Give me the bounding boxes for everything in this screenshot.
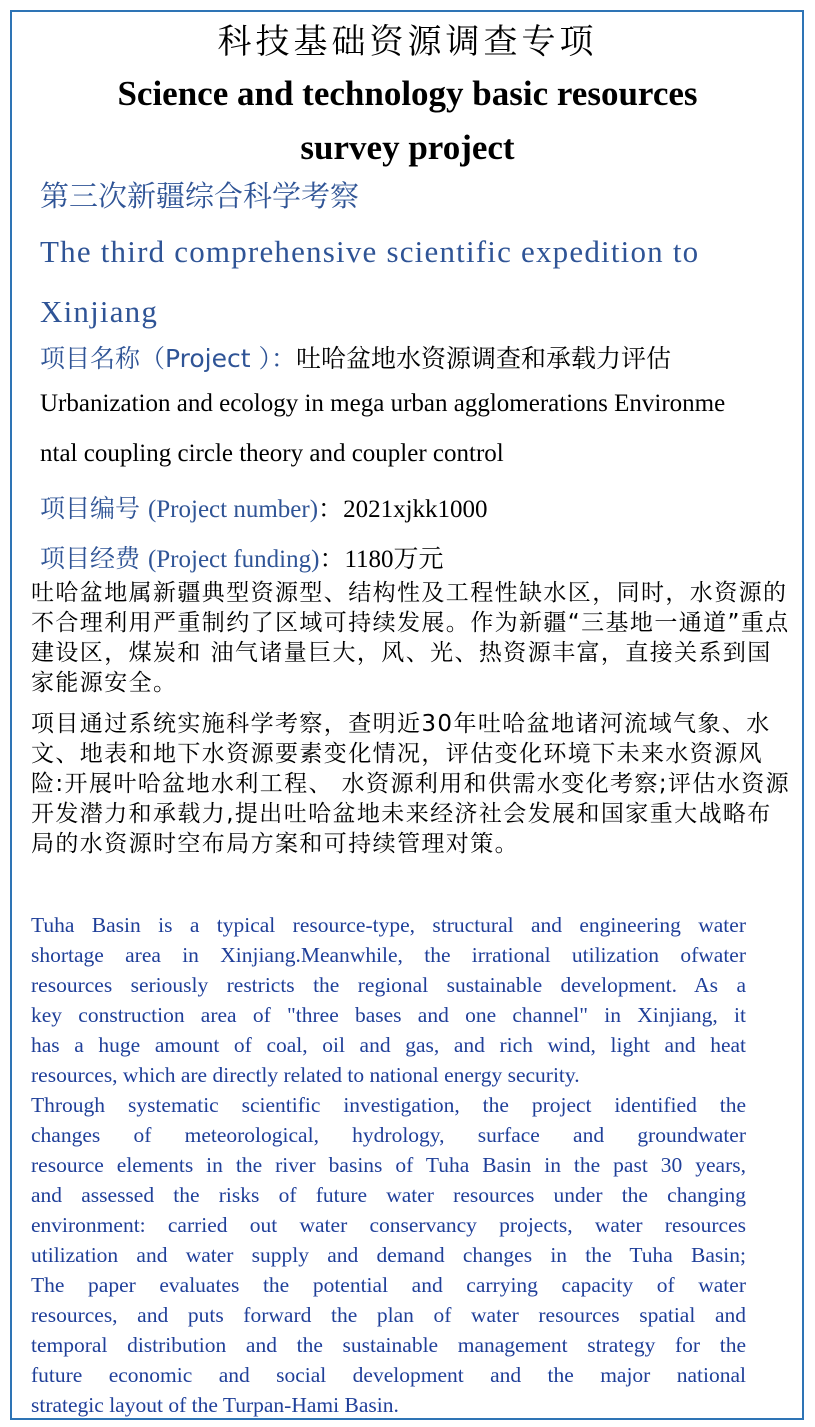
english-description-line: shortage area in Xinjiang.Meanwhile, the irrational utilization ofwater bbox=[31, 943, 746, 967]
project-number-value: 2021xjkk1000 bbox=[343, 496, 488, 523]
project-number-label-en: (Project number) bbox=[147, 496, 319, 523]
project-number-colon: ： bbox=[318, 494, 344, 523]
english-description-line: future economic and social development and the major national bbox=[31, 1363, 746, 1387]
project-number-label-cn: 项目编号 bbox=[40, 494, 148, 523]
english-description-line: resources, which are directly related to national energy security. bbox=[31, 1063, 580, 1087]
project-funding-row bbox=[40, 539, 444, 575]
chinese-paragraph-2: 项目通过系统实施科学考察，查明近30年吐哈盆地诸河流域气象、水文、地表和地下水资源要素变化情况，评估变化环境下未来水资源风险:开展叶哈盆地水利工程、 水资源利用和供需水变化考察;评估水资源开发潜力和承载力,提出吐哈盆地未来经济社会发展和国家重大战略布局的水资源时空布局方案和可持续管理对策。 bbox=[31, 711, 791, 857]
english-description-line: Through systematic scientific investigation, the project identified the bbox=[31, 1093, 746, 1117]
chinese-paragraph-1: 吐哈盆地属新疆典型资源型、结构性及工程性缺水区，同时，水资源的不合理利用严重制约了区域可持续发展。作为新疆“三基地一通道”重点建设区，煤炭和 油气诸量巨大，风、光、热资源丰富，直接关系到国家能源安全。 bbox=[31, 580, 790, 696]
english-description-line: and assessed the risks of future water resources under the changing bbox=[31, 1183, 746, 1207]
title-english-line-1: Science and technology basic resources bbox=[117, 74, 698, 113]
english-description-line: key construction area of "three bases and one channel" in Xinjiang, it bbox=[31, 1003, 746, 1027]
project-name-english-line-1: Urbanization and ecology in mega urban agglomerations Environme bbox=[40, 390, 726, 417]
english-description-line: strategic layout of the Turpan-Hami Basin. bbox=[31, 1393, 399, 1417]
project-funding-label-cn: 项目经费 bbox=[40, 544, 148, 573]
project-funding-label-en: (Project funding) bbox=[147, 546, 320, 573]
project-funding-value: 1180万元 bbox=[344, 546, 444, 573]
project-name-row bbox=[40, 339, 671, 375]
title-english-line-2: survey project bbox=[300, 128, 515, 167]
expedition-title-english-line-2: Xinjiang bbox=[40, 294, 159, 329]
project-number-row bbox=[40, 489, 488, 525]
english-description-line: resources seriously restricts the regional sustainable development. As a bbox=[31, 973, 746, 997]
english-description-line: utilization and water supply and demand changes in the Tuha Basin; bbox=[31, 1243, 746, 1267]
project-name-value: 吐哈盆地水资源调查和承载力评估 bbox=[295, 344, 671, 373]
english-description-line: Tuha Basin is a typical resource-type, structural and engineering water bbox=[31, 913, 746, 937]
title-chinese: 科技基础资源调查专项 bbox=[217, 22, 598, 62]
english-description-line: resource elements in the river basins of Tuha Basin in the past 30 years, bbox=[31, 1153, 746, 1177]
expedition-title-chinese: 第三次新疆综合科学考察 bbox=[40, 179, 360, 213]
english-description-line: has a huge amount of coal, oil and gas, and rich wind, light and heat bbox=[31, 1033, 746, 1057]
english-description-line: changes of meteorological, hydrology, surface and groundwater bbox=[31, 1123, 746, 1147]
english-description-line: The paper evaluates the potential and carrying capacity of water bbox=[31, 1273, 746, 1297]
expedition-title-english-line-1: The third comprehensive scientific expedition to bbox=[40, 234, 700, 269]
project-funding-colon: ： bbox=[319, 544, 345, 573]
english-description-line: temporal distribution and the sustainable management strategy for the bbox=[31, 1333, 746, 1357]
project-name-english-line-2: ntal coupling circle theory and coupler control bbox=[40, 440, 504, 467]
english-description-line: resources, and puts forward the plan of water resources spatial and bbox=[31, 1303, 746, 1327]
english-description-line: environment: carried out water conservancy projects, water resources bbox=[31, 1213, 746, 1237]
project-name-label: 项目名称（Project ）： bbox=[40, 344, 296, 373]
